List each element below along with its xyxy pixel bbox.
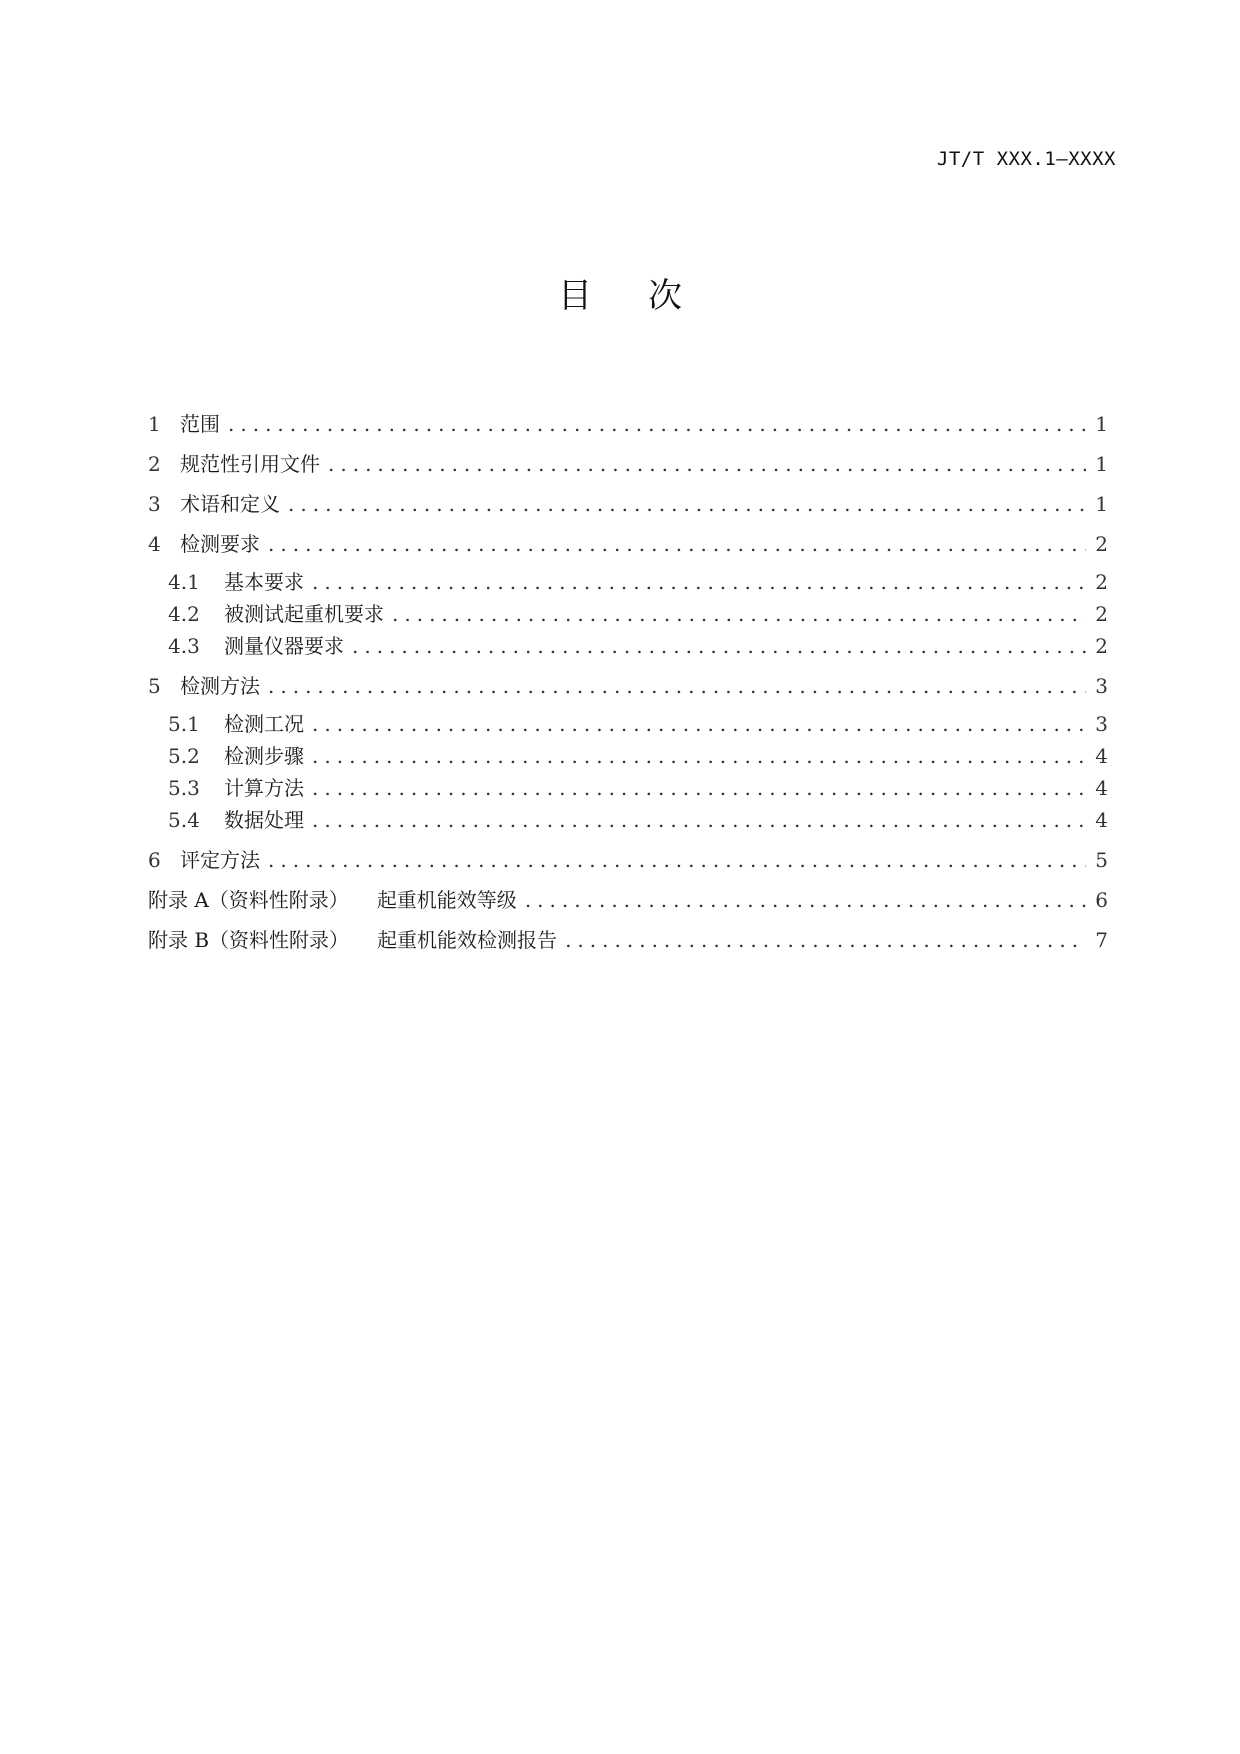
toc-entry-4-2[interactable] — [148, 600, 1108, 628]
toc-page-number: 2 — [1095, 532, 1108, 556]
toc-leader-dots — [565, 926, 1086, 954]
toc-leader-dots — [268, 672, 1086, 700]
toc-leader-dots — [392, 600, 1086, 628]
toc-number: 4 — [148, 532, 161, 556]
toc-number: 5.2 — [168, 744, 200, 768]
toc-number: 2 — [148, 452, 161, 476]
toc-leader-dots — [312, 568, 1086, 596]
toc-label: 计算方法 — [224, 776, 304, 800]
doc-code: JT/T XXX.1—XXXX — [936, 148, 1116, 170]
toc-number: 6 — [148, 848, 161, 872]
toc-number: 3 — [148, 492, 161, 516]
toc-entry-4-1[interactable] — [148, 568, 1108, 596]
appendix-prefix: 附录 A（资料性附录） — [148, 888, 349, 912]
toc-page-number: 1 — [1095, 452, 1108, 476]
toc-number: 4.1 — [168, 570, 200, 594]
toc-page-number: 7 — [1095, 928, 1108, 952]
toc-number: 5 — [148, 674, 161, 698]
toc-number: 4.3 — [168, 634, 200, 658]
table-of-contents — [148, 410, 1108, 954]
toc-entry-5-4[interactable] — [148, 806, 1108, 834]
toc-label: 基本要求 — [224, 570, 304, 594]
toc-page-number: 2 — [1095, 570, 1108, 594]
toc-entry-5-3[interactable] — [148, 774, 1108, 802]
toc-page-number: 4 — [1095, 744, 1108, 768]
toc-leader-dots — [312, 774, 1086, 802]
toc-leader-dots — [228, 410, 1086, 438]
toc-entry-4[interactable] — [148, 530, 1108, 558]
toc-entry-4-3[interactable] — [148, 632, 1108, 660]
toc-leader-dots — [352, 632, 1086, 660]
toc-entry-1[interactable] — [148, 410, 1108, 438]
toc-page-number: 3 — [1095, 712, 1108, 736]
toc-entry-2[interactable] — [148, 450, 1108, 478]
toc-page-number: 5 — [1095, 848, 1108, 872]
toc-page-number: 4 — [1095, 776, 1108, 800]
toc-label: 检测要求 — [180, 532, 260, 556]
toc-leader-dots — [268, 530, 1086, 558]
toc-page-number: 6 — [1095, 888, 1108, 912]
toc-label: 规范性引用文件 — [180, 452, 320, 476]
toc-leader-dots — [525, 886, 1086, 914]
toc-entry-5-2[interactable] — [148, 742, 1108, 770]
toc-leader-dots — [312, 806, 1086, 834]
toc-label: 术语和定义 — [180, 492, 280, 516]
toc-label: 检测步骤 — [224, 744, 304, 768]
toc-label: 范围 — [180, 412, 220, 436]
toc-leader-dots — [328, 450, 1086, 478]
toc-label: 被测试起重机要求 — [224, 602, 384, 626]
toc-entry-3[interactable] — [148, 490, 1108, 518]
toc-leader-dots — [312, 710, 1086, 738]
toc-leader-dots — [312, 742, 1086, 770]
toc-label: 检测工况 — [224, 712, 304, 736]
toc-number: 5.1 — [168, 712, 200, 736]
toc-entry-5-1[interactable] — [148, 710, 1108, 738]
toc-entry-6[interactable] — [148, 846, 1108, 874]
toc-number: 1 — [148, 412, 161, 436]
toc-page-number: 1 — [1095, 412, 1108, 436]
toc-page-number: 3 — [1095, 674, 1108, 698]
toc-number: 5.4 — [168, 808, 200, 832]
toc-label: 数据处理 — [224, 808, 304, 832]
toc-number: 5.3 — [168, 776, 200, 800]
toc-label: 测量仪器要求 — [224, 634, 344, 658]
toc-label: 评定方法 — [180, 848, 260, 872]
appendix-prefix: 附录 B（资料性附录） — [148, 928, 350, 952]
toc-leader-dots — [268, 846, 1086, 874]
toc-number: 4.2 — [168, 602, 200, 626]
toc-page-number: 2 — [1095, 602, 1108, 626]
toc-page-number: 2 — [1095, 634, 1108, 658]
page-title: 目次 — [558, 276, 738, 316]
toc-entry-appendix-a[interactable] — [148, 886, 1108, 914]
toc-label: 检测方法 — [180, 674, 260, 698]
toc-leader-dots — [288, 490, 1086, 518]
toc-page-number: 4 — [1095, 808, 1108, 832]
toc-entry-appendix-b[interactable] — [148, 926, 1108, 954]
toc-entry-5[interactable] — [148, 672, 1108, 700]
toc-label: 起重机能效等级 — [376, 888, 517, 912]
toc-page-number: 1 — [1095, 492, 1108, 516]
toc-label: 起重机能效检测报告 — [377, 928, 558, 952]
